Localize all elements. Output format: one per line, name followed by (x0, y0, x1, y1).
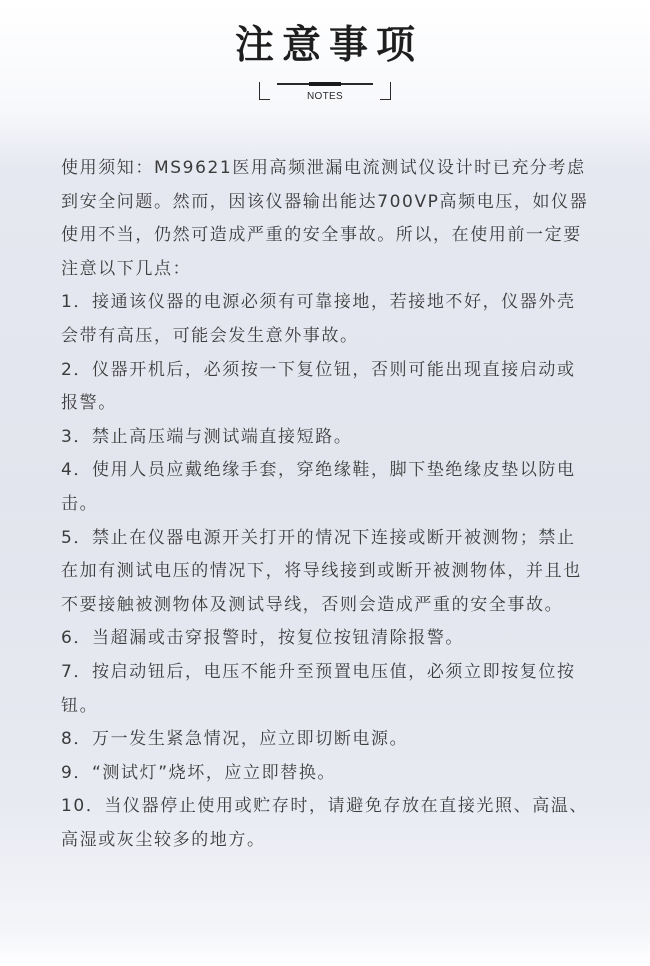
header (0, 0, 650, 120)
note-item-7: 7．按启动钮后，电压不能升至预置电压值，必须立即按复位按钮。 (61, 661, 576, 716)
notes-subtitle: NOTES (307, 91, 343, 102)
note-item-9: 9．“测试灯”烧坏，应立即替换。 (61, 762, 337, 783)
note-item-10: 10．当仪器停止使用或贮存时，请避免存放在直接光照、高温、高湿或灰尘较多的地方。 (61, 796, 589, 850)
note-item-8: 8．万一发生紧急情况，应立即切断电源。 (61, 729, 409, 750)
note-item-6: 6．当超漏或击穿报警时，按复位按钮清除报警。 (61, 628, 465, 649)
note-item-1: 1．接通该仪器的电源必须有可靠接地，若接地不好，仪器外壳会带有高压，可能会发生意外事故。 (61, 292, 576, 346)
page-title: 注意事项 (234, 23, 423, 68)
notes-content (61, 152, 593, 857)
intro-paragraph: 使用须知：MS9621医用高频泄漏电流测试仪设计时已充分考虑到安全问题。然而，因该仪器输出能达700VP高频电压，如仪器使用不当，仍然可造成严重的安全事故。所以，在使用前一定要注意以下几点： (61, 158, 589, 279)
notes-top-bar (309, 82, 341, 86)
note-item-2: 2．仪器开机后，必须按一下复位钮，否则可能出现直接启动或报警。 (61, 359, 576, 414)
note-item-5: 5．禁止在仪器电源开关打开的情况下连接或断开被测物；禁止在加有测试电压的情况下，将导线接到或断开被测物体，并且也不要接触被测物体及测试导线，否则会造成严重的安全事故。 (61, 527, 582, 615)
notes-badge (259, 82, 391, 102)
note-item-3: 3．禁止高压端与测试端直接短路。 (61, 426, 353, 447)
note-item-4: 4．使用人员应戴绝缘手套，穿绝缘鞋，脚下垫绝缘皮垫以防电击。 (61, 460, 576, 514)
